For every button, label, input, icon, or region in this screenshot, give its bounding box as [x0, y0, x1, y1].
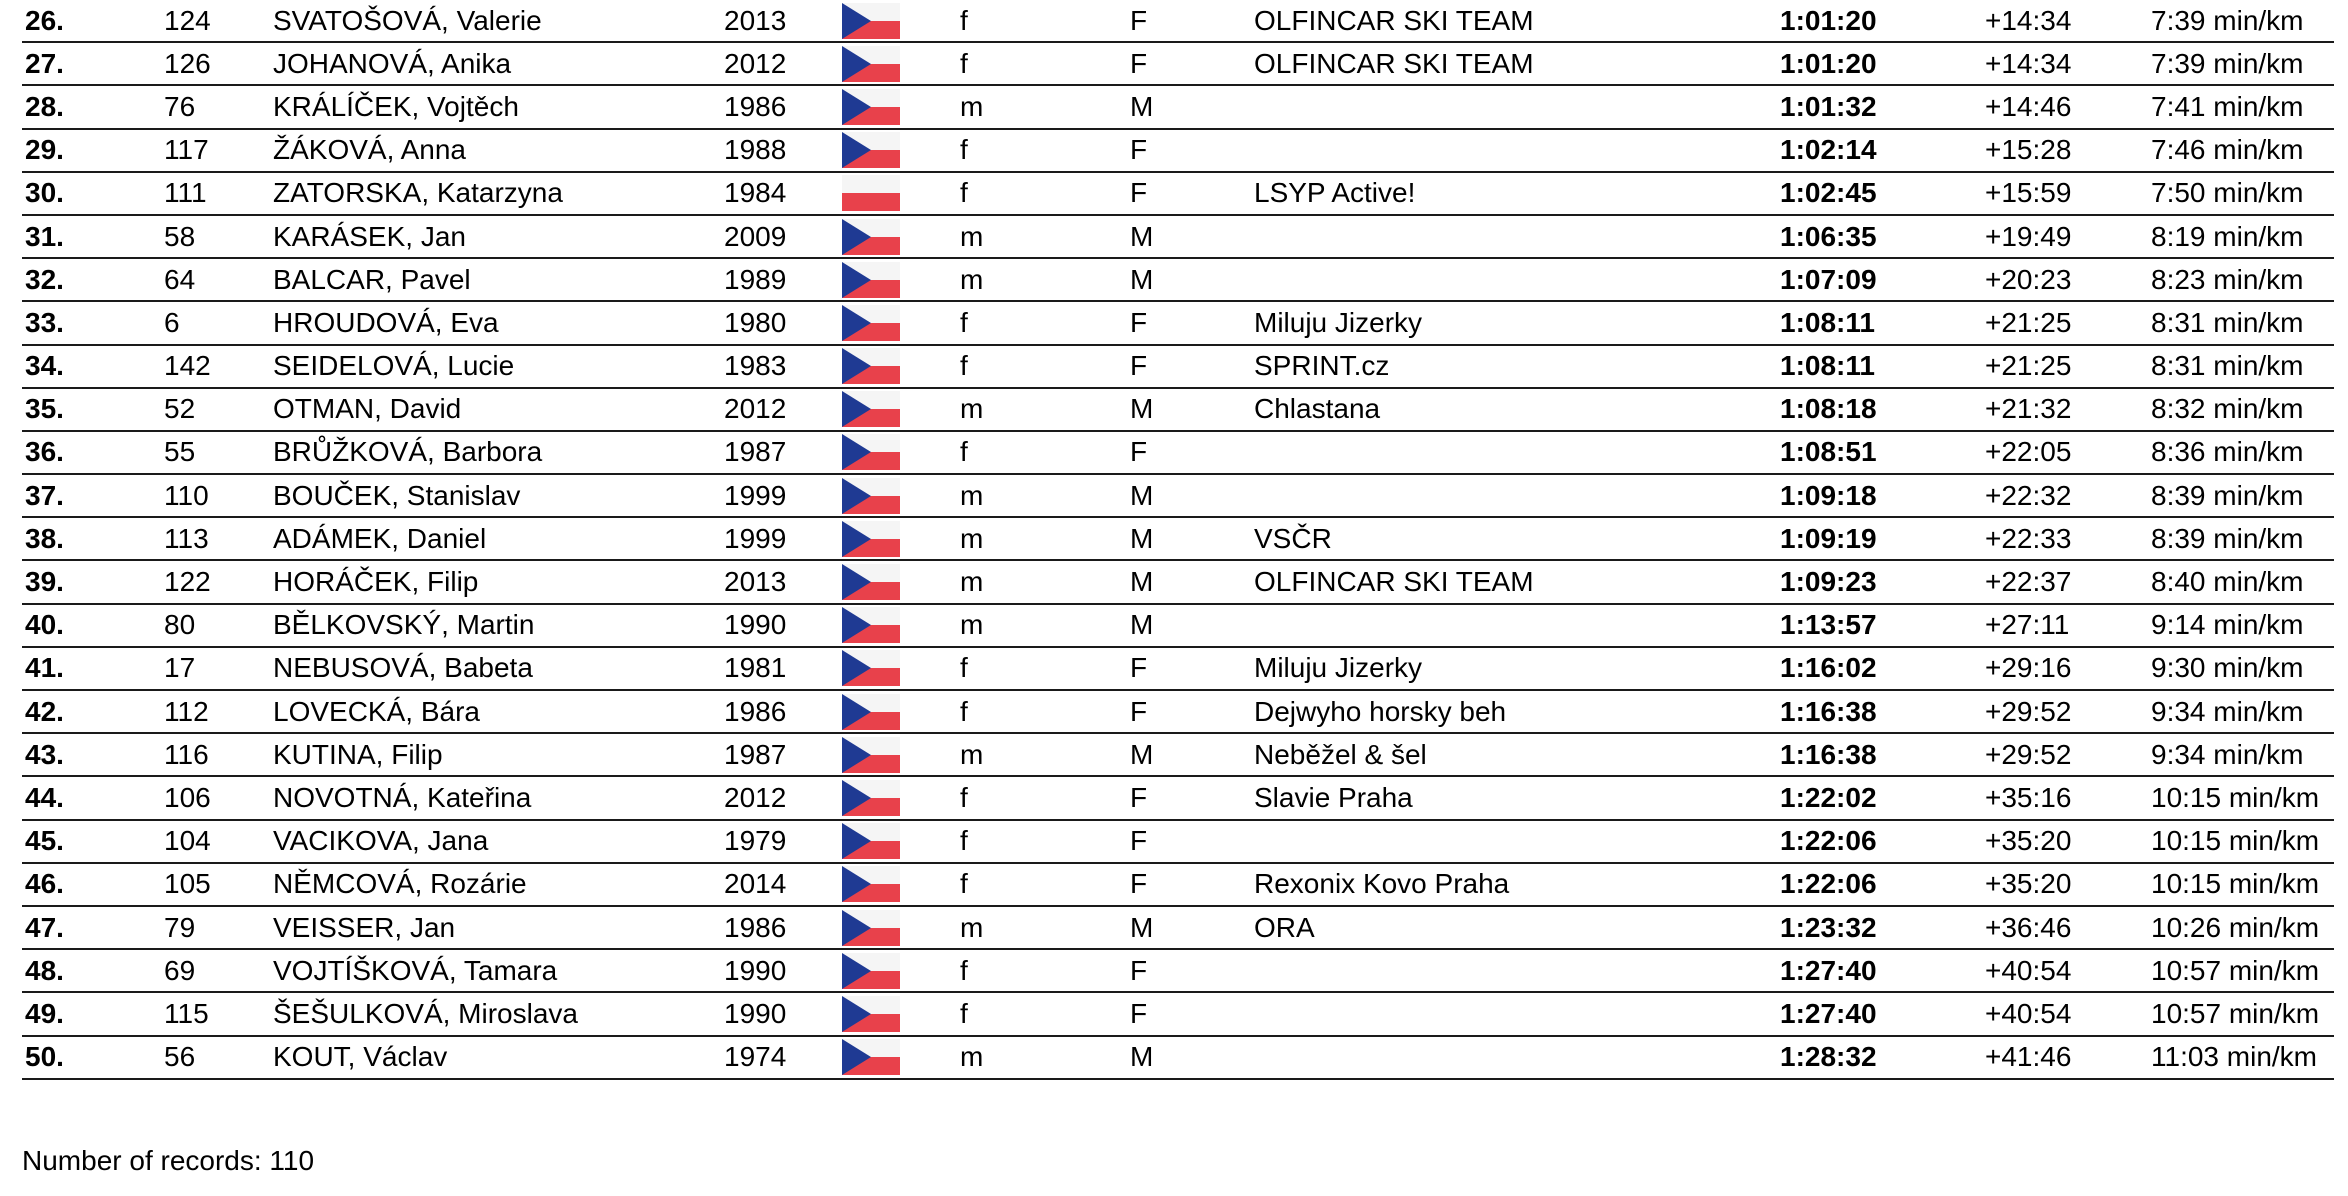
competitor-name-cell: VEISSER, Jan: [273, 911, 456, 943]
czech-flag-icon: [842, 391, 900, 427]
finish-time-cell: 1:16:38: [1780, 738, 1877, 770]
pace-cell: 8:36 min/km: [2151, 436, 2304, 468]
category-cell: F: [1130, 134, 1148, 166]
competitor-name-cell: BALCAR, Pavel: [273, 263, 471, 295]
table-row: [22, 605, 2334, 648]
rank-cell: 40.: [25, 609, 64, 641]
record-count: Number of records: 110: [22, 1145, 315, 1176]
sex-cell: f: [960, 997, 968, 1029]
time-behind-cell: +35:16: [1985, 781, 2072, 813]
birth-year-cell: 2012: [724, 393, 787, 425]
czech-flag-icon: [842, 953, 900, 989]
time-behind-cell: +15:59: [1985, 177, 2072, 209]
time-behind-cell: +19:49: [1985, 220, 2072, 252]
club-cell: Dejwyho horsky beh: [1254, 695, 1507, 727]
time-behind-cell: +35:20: [1985, 868, 2072, 900]
czech-flag-icon: [842, 46, 900, 82]
category-cell: F: [1130, 997, 1148, 1029]
rank-cell: 50.: [25, 1041, 64, 1073]
birth-year-cell: 1974: [724, 1041, 787, 1073]
rank-cell: 32.: [25, 263, 64, 295]
category-cell: M: [1130, 263, 1154, 295]
pace-cell: 8:32 min/km: [2151, 393, 2304, 425]
category-cell: M: [1130, 393, 1154, 425]
bib-number-cell: 106: [164, 781, 211, 813]
bib-number-cell: 124: [164, 4, 211, 36]
time-behind-cell: +29:52: [1985, 738, 2072, 770]
czech-flag-icon: [842, 434, 900, 470]
finish-time-cell: 1:01:20: [1780, 4, 1877, 36]
birth-year-cell: 2014: [724, 868, 787, 900]
bib-number-cell: 113: [164, 522, 209, 554]
rank-cell: 34.: [25, 350, 64, 382]
table-row: [22, 734, 2334, 777]
pace-cell: 9:34 min/km: [2151, 738, 2304, 770]
sex-cell: f: [960, 781, 968, 813]
birth-year-cell: 1983: [724, 350, 787, 382]
sex-cell: f: [960, 134, 968, 166]
category-cell: F: [1130, 868, 1148, 900]
pace-cell: 7:41 min/km: [2151, 90, 2304, 122]
time-behind-cell: +40:54: [1985, 997, 2072, 1029]
time-behind-cell: +14:34: [1985, 4, 2072, 36]
pace-cell: 8:40 min/km: [2151, 566, 2304, 598]
czech-flag-icon: [842, 348, 900, 384]
time-behind-cell: +14:34: [1985, 47, 2072, 79]
czech-flag-icon: [842, 910, 900, 946]
competitor-name-cell: ADÁMEK, Daniel: [273, 522, 487, 554]
finish-time-cell: 1:13:57: [1780, 609, 1877, 641]
bib-number-cell: 52: [164, 393, 196, 425]
bib-number-cell: 104: [164, 825, 211, 857]
table-row: [22, 130, 2334, 173]
time-behind-cell: +22:33: [1985, 522, 2072, 554]
table-row: [22, 821, 2334, 864]
table-row: [22, 432, 2334, 475]
table-row: [22, 561, 2334, 604]
club-cell: Miluju Jizerky: [1254, 306, 1423, 338]
czech-flag-icon: [842, 219, 900, 255]
czech-flag-icon: [842, 478, 900, 514]
pace-cell: 10:26 min/km: [2151, 911, 2320, 943]
results-table: [22, 0, 2334, 1080]
competitor-name-cell: ŠEŠULKOVÁ, Miroslava: [273, 997, 578, 1029]
competitor-name-cell: NOVOTNÁ, Kateřina: [273, 781, 532, 813]
sex-cell: m: [960, 220, 984, 252]
club-cell: Rexonix Kovo Praha: [1254, 868, 1510, 900]
category-cell: F: [1130, 954, 1148, 986]
category-cell: F: [1130, 350, 1148, 382]
sex-cell: m: [960, 479, 984, 511]
sex-cell: f: [960, 47, 968, 79]
pace-cell: 9:14 min/km: [2151, 609, 2304, 641]
birth-year-cell: 2012: [724, 781, 787, 813]
competitor-name-cell: VOJTÍŠKOVÁ, Tamara: [273, 954, 558, 986]
category-cell: F: [1130, 825, 1148, 857]
competitor-name-cell: BRŮŽKOVÁ, Barbora: [273, 436, 543, 468]
table-row: [22, 259, 2334, 302]
rank-cell: 43.: [25, 738, 64, 770]
sex-cell: m: [960, 609, 984, 641]
czech-flag-icon: [842, 89, 900, 125]
table-row: [22, 302, 2334, 345]
finish-time-cell: 1:08:11: [1780, 306, 1875, 338]
time-behind-cell: +15:28: [1985, 134, 2072, 166]
rank-cell: 36.: [25, 436, 64, 468]
category-cell: M: [1130, 738, 1154, 770]
club-cell: VSČR: [1254, 522, 1332, 554]
birth-year-cell: 2013: [724, 566, 787, 598]
birth-year-cell: 1999: [724, 479, 787, 511]
time-behind-cell: +40:54: [1985, 954, 2072, 986]
rank-cell: 35.: [25, 393, 64, 425]
czech-flag-icon: [842, 737, 900, 773]
finish-time-cell: 1:27:40: [1780, 997, 1877, 1029]
bib-number-cell: 56: [164, 1041, 196, 1073]
finish-time-cell: 1:06:35: [1780, 220, 1877, 252]
birth-year-cell: 1986: [724, 695, 787, 727]
competitor-name-cell: ZATORSKA, Katarzyna: [273, 177, 563, 209]
table-row: [22, 346, 2334, 389]
table-row: [22, 216, 2334, 259]
finish-time-cell: 1:02:45: [1780, 177, 1877, 209]
bib-number-cell: 79: [164, 911, 196, 943]
time-behind-cell: +29:52: [1985, 695, 2072, 727]
table-row: [22, 691, 2334, 734]
pace-cell: 11:03 min/km: [2151, 1041, 2317, 1073]
sex-cell: f: [960, 825, 968, 857]
rank-cell: 41.: [25, 652, 64, 684]
sex-cell: m: [960, 522, 984, 554]
category-cell: M: [1130, 911, 1154, 943]
pace-cell: 10:15 min/km: [2151, 781, 2320, 813]
finish-time-cell: 1:22:02: [1780, 781, 1877, 813]
table-row: [22, 518, 2334, 561]
time-behind-cell: +36:46: [1985, 911, 2072, 943]
bib-number-cell: 111: [164, 177, 207, 209]
time-behind-cell: +29:16: [1985, 652, 2072, 684]
sex-cell: f: [960, 954, 968, 986]
bib-number-cell: 17: [164, 652, 196, 684]
birth-year-cell: 1980: [724, 306, 787, 338]
rank-cell: 46.: [25, 868, 64, 900]
bib-number-cell: 112: [164, 695, 209, 727]
competitor-name-cell: KRÁLÍČEK, Vojtěch: [273, 90, 519, 122]
competitor-name-cell: KOUT, Václav: [273, 1041, 448, 1073]
birth-year-cell: 1987: [724, 738, 787, 770]
category-cell: F: [1130, 695, 1148, 727]
sex-cell: f: [960, 436, 968, 468]
category-cell: M: [1130, 609, 1154, 641]
finish-time-cell: 1:23:32: [1780, 911, 1877, 943]
table-row: [22, 0, 2334, 43]
club-cell: Neběžel & šel: [1254, 738, 1427, 770]
finish-time-cell: 1:09:23: [1780, 566, 1877, 598]
sex-cell: f: [960, 4, 968, 36]
sex-cell: m: [960, 393, 984, 425]
category-cell: M: [1130, 479, 1154, 511]
time-behind-cell: +21:25: [1985, 350, 2072, 382]
rank-cell: 37.: [25, 479, 64, 511]
rank-cell: 27.: [25, 47, 64, 79]
birth-year-cell: 1990: [724, 997, 787, 1029]
competitor-name-cell: VACIKOVA, Jana: [273, 825, 489, 857]
czech-flag-icon: [842, 780, 900, 816]
birth-year-cell: 1988: [724, 134, 787, 166]
competitor-name-cell: HROUDOVÁ, Eva: [273, 306, 499, 338]
birth-year-cell: 2009: [724, 220, 787, 252]
club-cell: OLFINCAR SKI TEAM: [1254, 47, 1534, 79]
time-behind-cell: +22:32: [1985, 479, 2072, 511]
pace-cell: 8:39 min/km: [2151, 479, 2304, 511]
czech-flag-icon: [842, 3, 900, 39]
club-cell: ORA: [1254, 911, 1315, 943]
bib-number-cell: 126: [164, 47, 211, 79]
competitor-name-cell: OTMAN, David: [273, 393, 462, 425]
finish-time-cell: 1:01:20: [1780, 47, 1877, 79]
category-cell: M: [1130, 1041, 1154, 1073]
rank-cell: 26.: [25, 4, 64, 36]
pace-cell: 8:31 min/km: [2151, 306, 2304, 338]
competitor-name-cell: JOHANOVÁ, Anika: [273, 47, 512, 79]
sex-cell: m: [960, 566, 984, 598]
birth-year-cell: 1989: [724, 263, 787, 295]
rank-cell: 39.: [25, 566, 64, 598]
finish-time-cell: 1:09:18: [1780, 479, 1877, 511]
rank-cell: 48.: [25, 954, 64, 986]
club-cell: OLFINCAR SKI TEAM: [1254, 566, 1534, 598]
czech-flag-icon: [842, 650, 900, 686]
category-cell: M: [1130, 522, 1154, 554]
pace-cell: 7:50 min/km: [2151, 177, 2304, 209]
finish-time-cell: 1:16:38: [1780, 695, 1877, 727]
birth-year-cell: 1981: [724, 652, 787, 684]
finish-time-cell: 1:09:19: [1780, 522, 1877, 554]
sex-cell: f: [960, 652, 968, 684]
bib-number-cell: 64: [164, 263, 196, 295]
czech-flag-icon: [842, 1039, 900, 1075]
bib-number-cell: 105: [164, 868, 211, 900]
pace-cell: 8:31 min/km: [2151, 350, 2304, 382]
table-row: [22, 950, 2334, 993]
table-row: [22, 907, 2334, 950]
competitor-name-cell: LOVECKÁ, Bára: [273, 695, 480, 727]
category-cell: F: [1130, 177, 1148, 209]
club-cell: OLFINCAR SKI TEAM: [1254, 4, 1534, 36]
birth-year-cell: 1990: [724, 954, 787, 986]
czech-flag-icon: [842, 607, 900, 643]
finish-time-cell: 1:08:11: [1780, 350, 1875, 382]
pace-cell: 7:39 min/km: [2151, 47, 2304, 79]
bib-number-cell: 115: [164, 997, 209, 1029]
czech-flag-icon: [842, 996, 900, 1032]
sex-cell: m: [960, 263, 984, 295]
pace-cell: 8:23 min/km: [2151, 263, 2304, 295]
birth-year-cell: 1987: [724, 436, 787, 468]
competitor-name-cell: NĚMCOVÁ, Rozárie: [273, 868, 527, 900]
bib-number-cell: 58: [164, 220, 196, 252]
sex-cell: f: [960, 177, 968, 209]
pace-cell: 10:15 min/km: [2151, 825, 2320, 857]
birth-year-cell: 1984: [724, 177, 787, 209]
sex-cell: m: [960, 911, 984, 943]
category-cell: M: [1130, 90, 1154, 122]
birth-year-cell: 1986: [724, 90, 787, 122]
finish-time-cell: 1:22:06: [1780, 825, 1877, 857]
finish-time-cell: 1:28:32: [1780, 1041, 1877, 1073]
polish-flag-icon: [842, 175, 900, 211]
table-row: [22, 173, 2334, 216]
rank-cell: 44.: [25, 781, 64, 813]
time-behind-cell: +20:23: [1985, 263, 2072, 295]
time-behind-cell: +21:25: [1985, 306, 2072, 338]
czech-flag-icon: [842, 866, 900, 902]
category-cell: F: [1130, 436, 1148, 468]
czech-flag-icon: [842, 132, 900, 168]
czech-flag-icon: [842, 564, 900, 600]
birth-year-cell: 2013: [724, 4, 787, 36]
category-cell: F: [1130, 781, 1148, 813]
sex-cell: m: [960, 738, 984, 770]
pace-cell: 8:39 min/km: [2151, 522, 2304, 554]
pace-cell: 9:30 min/km: [2151, 652, 2304, 684]
rank-cell: 31.: [25, 220, 64, 252]
rank-cell: 30.: [25, 177, 64, 209]
birth-year-cell: 2012: [724, 47, 787, 79]
table-row: [22, 648, 2334, 691]
category-cell: F: [1130, 47, 1148, 79]
pace-cell: 8:19 min/km: [2151, 220, 2304, 252]
table-row: [22, 389, 2334, 432]
sex-cell: m: [960, 90, 984, 122]
sex-cell: f: [960, 868, 968, 900]
category-cell: M: [1130, 566, 1154, 598]
czech-flag-icon: [842, 305, 900, 341]
rank-cell: 42.: [25, 695, 64, 727]
rank-cell: 45.: [25, 825, 64, 857]
category-cell: F: [1130, 652, 1148, 684]
bib-number-cell: 110: [164, 479, 209, 511]
table-row: [22, 864, 2334, 907]
category-cell: M: [1130, 220, 1154, 252]
rank-cell: 29.: [25, 134, 64, 166]
table-row: [22, 1037, 2334, 1080]
pace-cell: 9:34 min/km: [2151, 695, 2304, 727]
competitor-name-cell: SEIDELOVÁ, Lucie: [273, 350, 515, 382]
table-row: [22, 86, 2334, 129]
pace-cell: 10:57 min/km: [2151, 954, 2320, 986]
time-behind-cell: +22:05: [1985, 436, 2072, 468]
time-behind-cell: +21:32: [1985, 393, 2072, 425]
competitor-name-cell: BOUČEK, Stanislav: [273, 479, 521, 511]
sex-cell: f: [960, 350, 968, 382]
time-behind-cell: +41:46: [1985, 1041, 2072, 1073]
bib-number-cell: 6: [164, 306, 180, 338]
club-cell: LSYP Active!: [1254, 177, 1416, 209]
finish-time-cell: 1:07:09: [1780, 263, 1877, 295]
rank-cell: 28.: [25, 90, 64, 122]
birth-year-cell: 1999: [724, 522, 787, 554]
pace-cell: 10:57 min/km: [2151, 997, 2320, 1029]
table-row: [22, 475, 2334, 518]
finish-time-cell: 1:08:18: [1780, 393, 1877, 425]
czech-flag-icon: [842, 262, 900, 298]
competitor-name-cell: BĚLKOVSKÝ, Martin: [273, 609, 535, 641]
category-cell: F: [1130, 306, 1148, 338]
table-row: [22, 993, 2334, 1036]
sex-cell: f: [960, 306, 968, 338]
czech-flag-icon: [842, 521, 900, 557]
competitor-name-cell: NEBUSOVÁ, Babeta: [273, 652, 533, 684]
czech-flag-icon: [842, 694, 900, 730]
rank-cell: 38.: [25, 522, 64, 554]
bib-number-cell: 69: [164, 954, 196, 986]
club-cell: Slavie Praha: [1254, 781, 1413, 813]
finish-time-cell: 1:27:40: [1780, 954, 1877, 986]
competitor-name-cell: KARÁSEK, Jan: [273, 220, 466, 252]
finish-time-cell: 1:16:02: [1780, 652, 1877, 684]
time-behind-cell: +14:46: [1985, 90, 2072, 122]
birth-year-cell: 1979: [724, 825, 787, 857]
bib-number-cell: 55: [164, 436, 196, 468]
rank-cell: 33.: [25, 306, 64, 338]
competitor-name-cell: SVATOŠOVÁ, Valerie: [273, 4, 542, 36]
rank-cell: 49.: [25, 997, 64, 1029]
pace-cell: 7:39 min/km: [2151, 4, 2304, 36]
bib-number-cell: 142: [164, 350, 211, 382]
table-row: [22, 43, 2334, 86]
bib-number-cell: 76: [164, 90, 196, 122]
time-behind-cell: +35:20: [1985, 825, 2072, 857]
category-cell: F: [1130, 4, 1148, 36]
club-cell: SPRINT.cz: [1254, 350, 1390, 382]
finish-time-cell: 1:08:51: [1780, 436, 1877, 468]
finish-time-cell: 1:22:06: [1780, 868, 1877, 900]
rank-cell: 47.: [25, 911, 64, 943]
finish-time-cell: 1:01:32: [1780, 90, 1877, 122]
table-row: [22, 777, 2334, 820]
birth-year-cell: 1986: [724, 911, 787, 943]
sex-cell: f: [960, 695, 968, 727]
finish-time-cell: 1:02:14: [1780, 134, 1877, 166]
pace-cell: 10:15 min/km: [2151, 868, 2320, 900]
bib-number-cell: 80: [164, 609, 196, 641]
club-cell: Miluju Jizerky: [1254, 652, 1423, 684]
competitor-name-cell: KUTINA, Filip: [273, 738, 443, 770]
pace-cell: 7:46 min/km: [2151, 134, 2304, 166]
birth-year-cell: 1990: [724, 609, 787, 641]
bib-number-cell: 122: [164, 566, 211, 598]
czech-flag-icon: [842, 823, 900, 859]
club-cell: Chlastana: [1254, 393, 1381, 425]
competitor-name-cell: ŽÁKOVÁ, Anna: [273, 134, 466, 166]
bib-number-cell: 116: [164, 738, 209, 770]
time-behind-cell: +22:37: [1985, 566, 2072, 598]
time-behind-cell: +27:11: [1985, 609, 2070, 641]
sex-cell: m: [960, 1041, 984, 1073]
competitor-name-cell: HORÁČEK, Filip: [273, 566, 479, 598]
bib-number-cell: 117: [164, 134, 209, 166]
